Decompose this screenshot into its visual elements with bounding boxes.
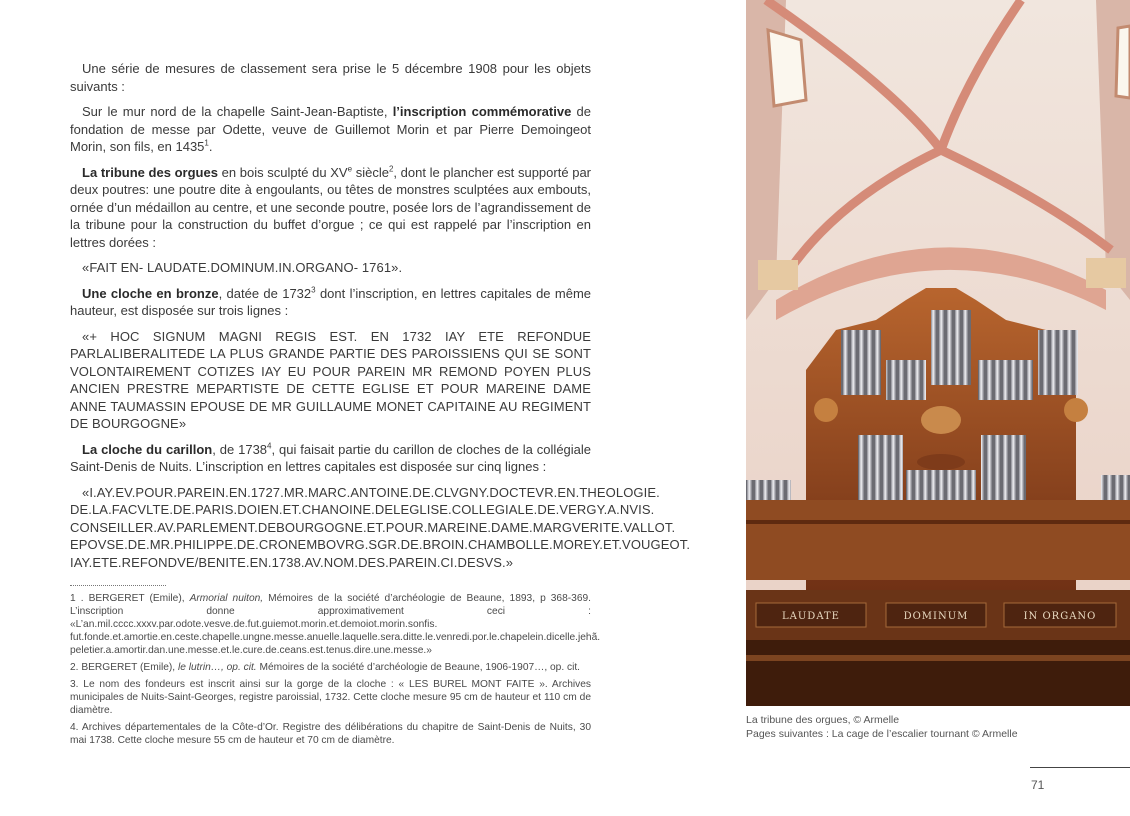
tribune-paragraph [70, 164, 591, 252]
footnote-3: 3. Le nom des fondeurs est inscrit ainsi sur la gorge de la cloche : « LES BUREL MONT FAITE ». Archives municipales de Nuits-Saint-Georges, registre paroissial, 1732. Cette cloche mesure 95 cm de hauteur et 110 cm de diamètre. [70, 679, 591, 716]
pipes-upper-right [1038, 330, 1078, 395]
p4-bold: Une cloche en bronze [82, 285, 219, 301]
footnote-4: 4. Archives départementales de la Côte-d’Or. Registre des délibérations du chapitre de Saint-Denis de Nuits, 30 mai 1738. Cette cloche mesure 55 cm de hauteur et 70 cm de diamètre. [70, 722, 591, 746]
organ-illustration [746, 0, 1130, 706]
right-capital [1086, 258, 1126, 288]
organ-photo [746, 0, 1130, 706]
fn1-pre: 1 . BERGERET (Emile), [70, 593, 190, 604]
p3-text-post: , dont le plancher est supporté par deux poutres: une poutre dite à engoulants, ou têtes de monstres sculptées aux embouts, ornée d’un médaillon au centre, et une seconde poutre, posée lors de l’agrandissement de la tribune pour la construction du buffet d’orgue ; ce qui est rappelé par l’inscription en lettres dorées : [70, 164, 592, 250]
page-number-rule [1030, 767, 1130, 768]
pipes-upper-center [931, 310, 971, 385]
main-text-column [70, 60, 691, 751]
right-ornament [1064, 398, 1088, 422]
footnote-1 [70, 592, 601, 657]
beam-word-laudate: LAUDATE [782, 611, 840, 622]
p2-end: . [208, 139, 213, 154]
carillon-inscription-quote: «I.AY.EV.POUR.PAREIN.EN.1727.MR.MARC.ANTOINE.DE.CLVGNY.DOCTEVR.EN.THEOLOGIE. DE.LA.FACVLTE.DE.PARIS.DOIEN.ET.CHANOINE.DELEGLISE.COLLEGIALE.DE.VERGY.A.NVIS. CONSEILLER.AV.PARLEMENT.DEBOURGOGNE.ET.POUR.MAREINE.DAME.MARGVERITE.VALLOT. EPOVSE.DE.MR.PHILIPPE.DE.CRONEMBOVRG.SGR.DE.BROIN.CHAMBOLLE.MOREY.ET.VOUGEOT. IAY.ETE.REFONDVE/BENITE.EN.1738.AV.NOM.DES.PAREIN.CI.DESVS.» [70, 484, 691, 570]
p4-text-pre: , datée de 1732 [218, 285, 312, 301]
lower-beam [746, 640, 1130, 706]
caption-line-1: La tribune des orgues, © Armelle [746, 714, 900, 726]
p2-text-post: de fondation de messe par Odette, veuve de Guillemot Morin et par Pierre Demoingeot Morin, son fils, en 1435 [70, 104, 592, 154]
footnote-ref-2: 2 [388, 164, 394, 174]
p3-text-pre: en bois sculpté du XV [217, 164, 348, 180]
photo-caption [746, 713, 1126, 741]
balustrade-rail [746, 520, 1130, 524]
footnote-ref-3: 3 [311, 285, 316, 295]
carved-crest [917, 454, 965, 470]
bronze-bell-inscription-quote: «+ HOC SIGNUM MAGNI REGIS EST. EN 1732 IAY ETE REFONDUE PARLALIBERALITEDE LA PLUS GRANDE PARTIE DES PAROISSIENS QUI SE SONT VOLONTAIREMENT COTIZES IAY EU POUR PAREIN MR REMOND POYEN PLUS ANCIEN PRESTRE MEPARTISTE DE CETTE EGLISE ET POUR MAREINE DAME ANNE TAUMASSIN EPOUSE DE MR GUILLAUME MONET CAPITAINE AU REGIMENT DE BOURGOGNE» [70, 328, 591, 431]
pipes-upper-left [841, 330, 881, 395]
fn1-italic: Armorial nuiton, [189, 593, 264, 604]
footnote-divider [70, 585, 166, 586]
footnote-ref-1: 1 [204, 138, 209, 148]
pipes-flat-left [886, 360, 926, 400]
p2-bold: l’inscription commémorative [392, 104, 572, 119]
right-window [1116, 26, 1130, 98]
intro-paragraph [70, 60, 591, 95]
left-capital [758, 260, 798, 290]
caption-line-2: Pages suivantes : La cage de l’escalier tournant © Armelle [746, 728, 1018, 740]
p5-text-post: , qui faisait partie du carillon de cloches de la collégiale Saint-Denis de Nuits. L’inscription en lettres capitales est disposée sur cinq lignes : [70, 441, 592, 474]
fn2-pre: 2. BERGERET (Emile), [70, 662, 178, 673]
century-superscript: e [347, 164, 353, 174]
p3-text-mid: siècle [352, 164, 389, 180]
footnote-2 [70, 661, 591, 674]
side-pipes-right [1101, 475, 1130, 500]
beam-word-dominum: DOMINUM [903, 611, 969, 622]
p3-bold: La tribune des orgues [82, 164, 218, 180]
p5-text-pre: , de 1738 [212, 441, 268, 457]
pipes-flat-right [978, 360, 1033, 400]
gallery-balustrade [746, 500, 1130, 580]
inscription-paragraph [70, 103, 591, 156]
fn2-post: Mémoires de la société d’archéologie de Beaune, 1906-1907…, op. cit. [256, 662, 581, 673]
central-medallion [921, 406, 961, 434]
lower-beam-molding [746, 655, 1130, 661]
footnote-ref-4: 4 [267, 441, 272, 451]
fn1-post: Mémoires de la société d’archéologie de Beaune, 1893, p 368-369. L’inscription donne approximativement ceci : «L’an.mil.cccc.xxxv.par.odote.vesve.de.fut.guiemot.morin.et.demoiot.morin.sonfis. fut.fonde.et.amortie.en.ceste.chapelle.ungne.messe.anuelle.laquelle.sera.ditte.le.venredi.por.le.chapelein.dicelle.jehã. peletier.a.amortir.dan.une.messe.et.le.cure.de.ceans.est.tenus.dire.une.messe.» [70, 593, 601, 656]
left-ornament [814, 398, 838, 422]
page-number: 71 [1031, 778, 1045, 792]
bronze-bell-paragraph [70, 285, 591, 320]
carillon-paragraph [70, 441, 591, 476]
p5-bold: La cloche du carillon [82, 441, 213, 457]
intro-text: Une série de mesures de classement sera prise le 5 décembre 1908 pour les objets suivants : [70, 61, 591, 94]
beam-word-in-organo: IN ORGANO [1023, 611, 1097, 622]
fn2-italic: le lutrin…, op. cit. [177, 662, 257, 673]
p4-text-post: dont l’inscription, en lettres capitales de même hauteur, est disposée sur trois lignes : [70, 285, 592, 318]
organ-inscription-quote: «FAIT EN- LAUDATE.DOMINUM.IN.ORGANO- 1761». [82, 260, 403, 275]
p2-text-pre: Sur le mur nord de la chapelle Saint-Jean-Baptiste, [82, 104, 393, 119]
left-window [768, 30, 806, 106]
